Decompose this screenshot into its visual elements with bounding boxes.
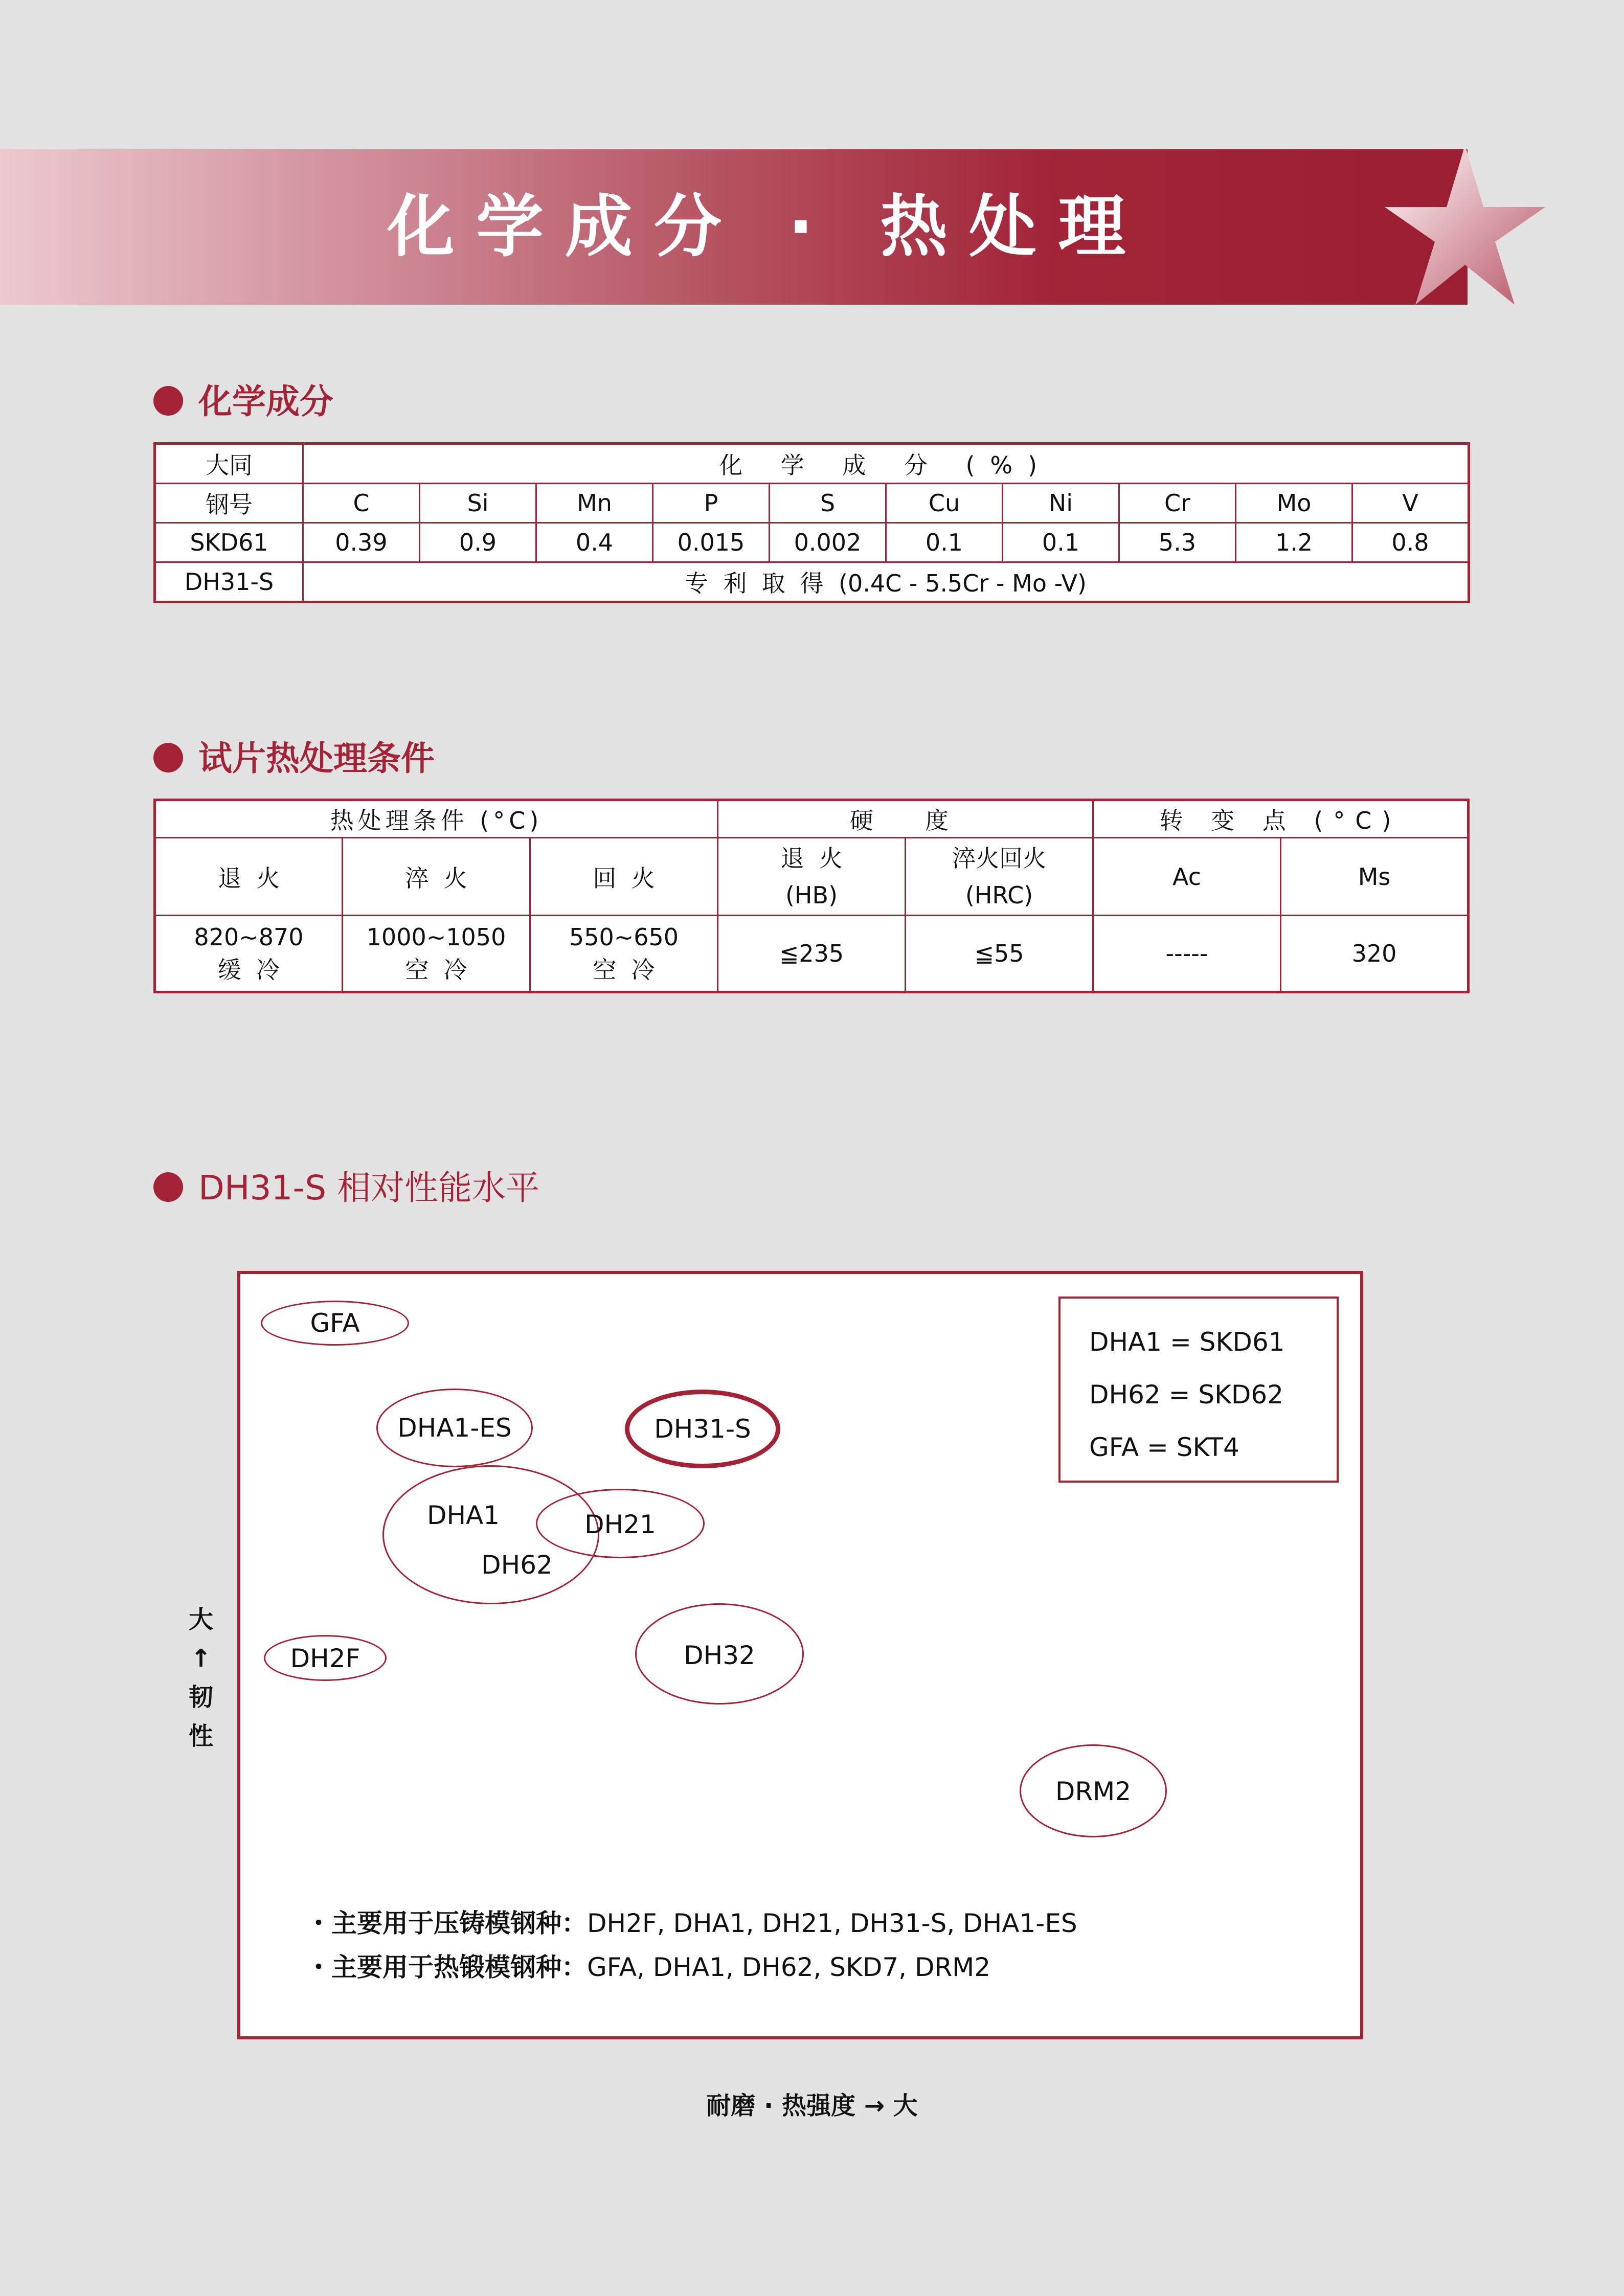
usage-die-casting-grades: DH2F, DHA1, DH21, DH31-S, DHA1-ES xyxy=(587,1908,1077,1938)
col-hardness-hb xyxy=(718,838,906,916)
usage-forging xyxy=(306,1947,990,1984)
quench-temp: 1000~1050 xyxy=(366,923,506,951)
star-icon xyxy=(1381,149,1549,305)
anneal-cell xyxy=(155,916,343,992)
col-anneal: 退 火 xyxy=(155,838,343,916)
heat-treatment-table xyxy=(153,799,1470,993)
bullet-dot-icon xyxy=(153,386,183,416)
col-hb-line1: 退 火 xyxy=(780,844,843,872)
section-title-heat: 试片热处理条件 xyxy=(153,738,435,779)
usage-forging-grades: GFA, DHA1, DH62, SKD7, DRM2 xyxy=(587,1952,991,1982)
grade-label-dha1-es: DHA1-ES xyxy=(397,1413,512,1443)
element-value: 0.1 xyxy=(886,523,1003,562)
grade-label-dha1: DHA1 xyxy=(426,1501,500,1530)
bullet-dot-icon xyxy=(153,743,183,772)
section-title-perf: DH31-S 相对性能水平 xyxy=(153,1168,539,1209)
performance-chart xyxy=(237,1271,1363,2039)
group-hardness-header: 硬 度 xyxy=(718,800,1093,838)
element-header: C xyxy=(303,484,420,523)
y-axis-char: 大 xyxy=(188,1605,213,1634)
grade-label-gfa: GFA xyxy=(310,1308,360,1338)
element-header: Cu xyxy=(886,484,1003,523)
usage-forging-label: ・主要用于热锻模钢种： xyxy=(306,1952,587,1982)
col-hrc-line1: 淬火回火 xyxy=(952,844,1047,872)
element-value: 0.015 xyxy=(653,523,770,562)
temper-temp: 550~650 xyxy=(569,923,679,951)
element-header: P xyxy=(653,484,770,523)
col-hardness-hrc xyxy=(906,838,1093,916)
y-axis-char: 性 xyxy=(188,1722,213,1751)
element-value: 1.2 xyxy=(1236,523,1352,562)
quench-cell xyxy=(343,916,530,992)
element-header: Ni xyxy=(1003,484,1119,523)
element-value: 0.8 xyxy=(1352,523,1469,562)
header-composition: 化 学 成 分 (%) xyxy=(303,444,1469,484)
chart-legend xyxy=(1058,1297,1339,1483)
legend-item: DHA1 = SKD61 xyxy=(1089,1327,1285,1357)
quench-method: 空 冷 xyxy=(405,956,467,984)
grade-label-dh21: DH21 xyxy=(584,1510,656,1539)
element-header: Si xyxy=(420,484,536,523)
usage-die-casting-label: ・主要用于压铸模钢种： xyxy=(306,1908,587,1938)
table-row xyxy=(155,523,1469,562)
group-transform-header: 转 变 点 (°C) xyxy=(1093,800,1469,838)
grade-label-drm2: DRM2 xyxy=(1055,1777,1132,1806)
steel-name: SKD61 xyxy=(155,523,303,562)
anneal-temp: 820~870 xyxy=(194,923,304,951)
col-temper: 回 火 xyxy=(530,838,718,916)
legend-item: DH62 = SKD62 xyxy=(1089,1380,1284,1410)
table-row xyxy=(155,562,1469,602)
page-title: 化学成分 · 热处理 xyxy=(387,188,1147,266)
element-header: Mn xyxy=(536,484,653,523)
element-header: Mo xyxy=(1236,484,1352,523)
col-ms: Ms xyxy=(1281,838,1469,916)
x-axis-label: 耐磨 · 热强度 → 大 xyxy=(706,2092,918,2120)
legend-item: GFA = SKT4 xyxy=(1089,1433,1239,1462)
element-value: 5.3 xyxy=(1119,523,1236,562)
ms-value: 320 xyxy=(1281,916,1469,992)
col-quench: 淬 火 xyxy=(343,838,530,916)
y-axis-label xyxy=(183,1600,219,1756)
grade-label-dh31-s: DH31-S xyxy=(654,1414,751,1444)
steel-name: DH31-S xyxy=(155,562,303,602)
header-steel-line2: 钢号 xyxy=(155,484,303,523)
element-value: 0.39 xyxy=(303,523,420,562)
temper-method: 空 冷 xyxy=(593,956,655,984)
element-value: 0.1 xyxy=(1003,523,1119,562)
col-hb-line2: (HB) xyxy=(785,881,838,909)
grade-label-dh32: DH32 xyxy=(684,1641,755,1670)
element-value: 0.002 xyxy=(770,523,886,562)
element-value: 0.4 xyxy=(536,523,653,562)
up-arrow-icon: ↑ xyxy=(190,1644,212,1673)
section-title-chem: 化学成分 xyxy=(153,381,333,422)
table-row xyxy=(155,916,1469,992)
temper-cell xyxy=(530,916,718,992)
col-hrc-line2: (HRC) xyxy=(965,881,1033,909)
chem-composition-table xyxy=(153,442,1470,603)
element-header: V xyxy=(1352,484,1469,523)
group-heat-header: 热处理条件 (°C) xyxy=(155,800,718,838)
element-header: S xyxy=(770,484,886,523)
col-ac: Ac xyxy=(1093,838,1281,916)
element-header: Cr xyxy=(1119,484,1236,523)
hrc-value: ≦55 xyxy=(906,916,1093,992)
element-value: 0.9 xyxy=(420,523,536,562)
y-axis-char: 韧 xyxy=(188,1683,213,1712)
header-steel-line1: 大同 xyxy=(155,444,303,484)
usage-die-casting xyxy=(306,1903,1077,1940)
anneal-method: 缓 冷 xyxy=(217,956,280,984)
patent-note: 专 利 取 得 (0.4C - 5.5Cr - Mo -V) xyxy=(303,562,1469,602)
grade-label-dh62: DH62 xyxy=(481,1550,553,1580)
hb-value: ≦235 xyxy=(718,916,906,992)
ac-value: ----- xyxy=(1093,916,1281,992)
bullet-dot-icon xyxy=(153,1172,183,1202)
grade-label-dh2f: DH2F xyxy=(290,1644,360,1673)
